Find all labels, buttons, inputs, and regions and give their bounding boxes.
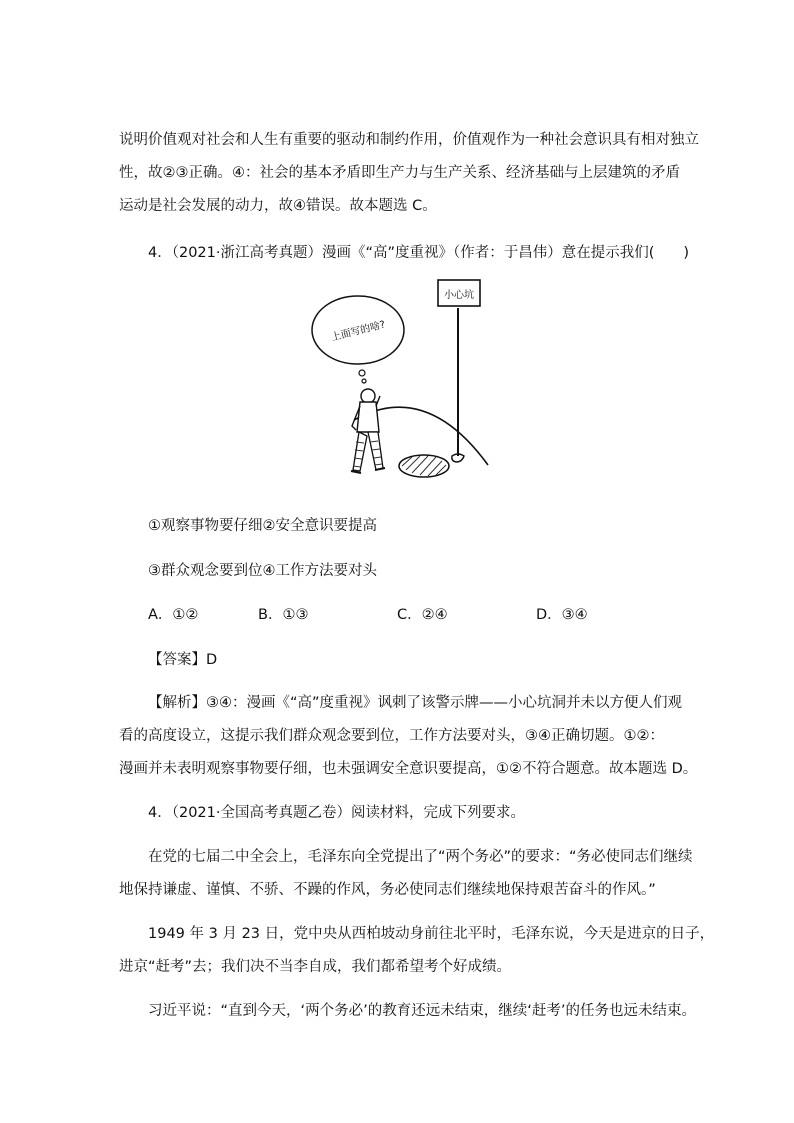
statement-line-2: ③群众观念要到位④工作方法要对头 <box>148 563 377 579</box>
question-2-title: 4．（2021·全国高考真题乙卷）阅读材料，完成下列要求。 <box>148 805 525 821</box>
intro-line-1: 说明价值观对社会和人生有重要的驱动和制约作用，价值观作为一种社会意识具有相对独立 <box>119 132 699 148</box>
intro-line-2: 性，故②③正确。④：社会的基本矛盾即生产力与生产关系、经济基础与上层建筑的矛盾 <box>119 165 680 181</box>
answer: 【答案】D <box>148 652 218 668</box>
material-para-3-line-1: 习近平说：“直到今天，‘两个务必’的教育还远未结束，继续‘赶考’的任务也远未结束。 <box>148 1003 696 1019</box>
analysis-line-1: 【解析】③④：漫画《“高”度重视》讽刺了该警示牌——小心坑洞并未以方便人们观 <box>148 695 683 711</box>
statement-line-1: ①观察事物要仔细②安全意识要提高 <box>148 518 377 534</box>
analysis-line-3: 漫画并未表明观察事物要仔细，也未强调安全意识要提高，①②不符合题意。故本题选 D。 <box>119 761 698 777</box>
option-c: C．②④ <box>397 607 448 623</box>
material-para-2-line-2: 进京“赶考”去；我们决不当李自成，我们都希望考个好成绩。 <box>119 959 512 975</box>
pit <box>399 455 449 477</box>
person-left-leg <box>353 432 367 471</box>
thought-text: 上面写的啥? <box>330 319 387 344</box>
sign-text: 小心坑 <box>444 290 474 301</box>
material-para-1-line-1: 在党的七届二中全会上，毛泽东向全党提出了“两个务必”的要求：“务必使同志们继续 <box>148 849 693 865</box>
option-d: D．③④ <box>536 607 588 623</box>
person-head <box>361 389 375 403</box>
option-a: A．①② <box>148 607 199 623</box>
question-1-title: 4．（2021·浙江高考真题）漫画《“高”度重视》（作者：于昌伟）意在提示我们( ) <box>148 245 690 261</box>
option-b: B．①③ <box>258 607 309 623</box>
cartoon-illustration <box>306 270 502 496</box>
intro-line-3: 运动是社会发展的动力，故④错误。故本题选 C。 <box>119 198 437 214</box>
analysis-line-2: 看的高度设立，这提示我们群众观念要到位，工作方法要对头，③④正确切题。①②： <box>119 728 664 744</box>
material-para-2-line-1: 1949 年 3 月 23 日，党中央从西柏坡动身前往北平时，毛泽东说，今天是进京的日子， <box>148 926 715 942</box>
material-para-1-line-2: 地保持谦虚、谨慎、不骄、不躁的作风，务必使同志们继续地保持艰苦奋斗的作风。” <box>119 882 656 898</box>
